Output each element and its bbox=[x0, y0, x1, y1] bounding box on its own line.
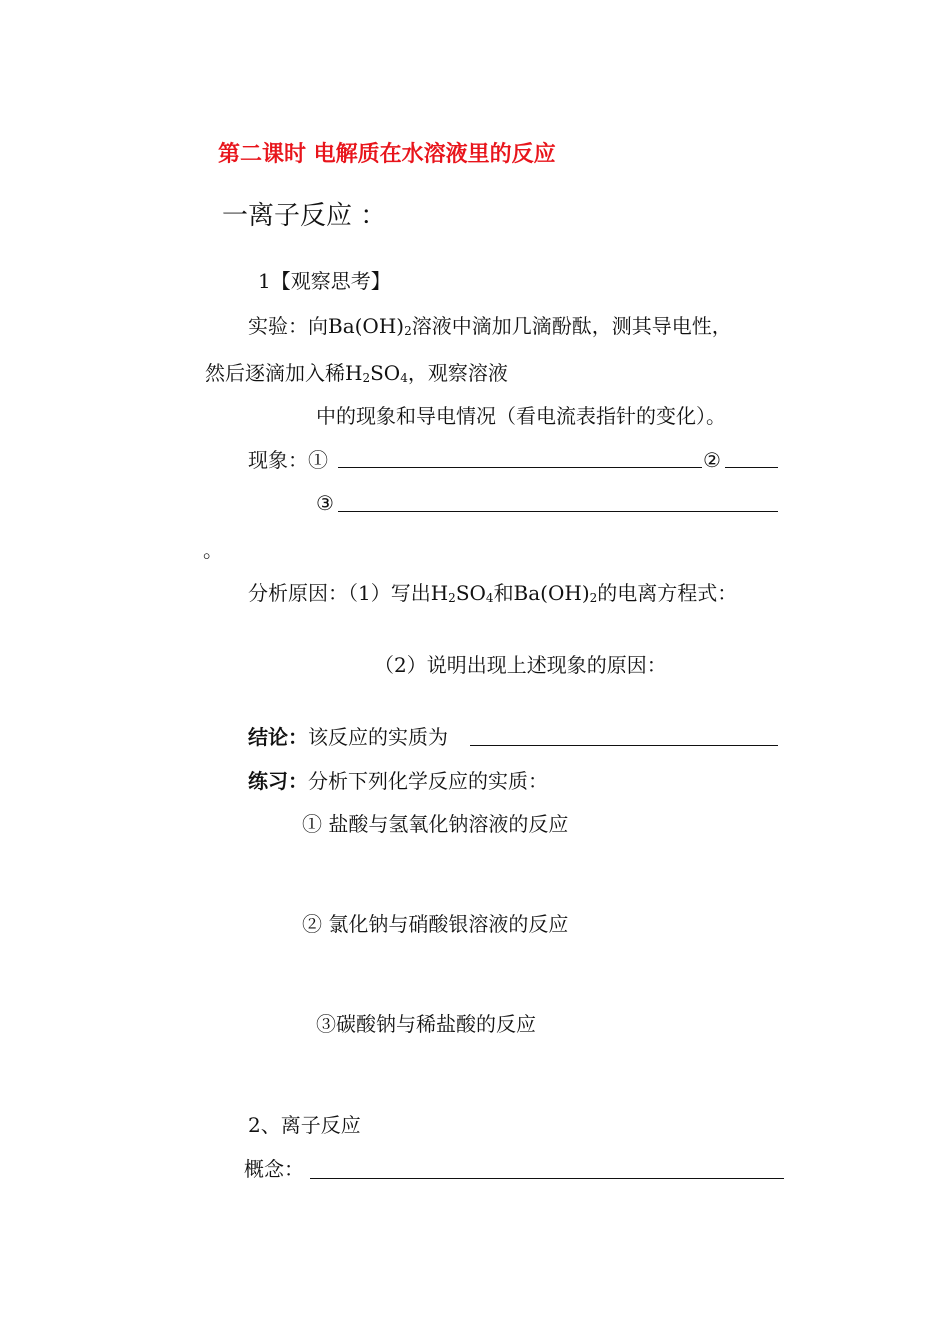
phenomenon-end-mark: 。 bbox=[203, 538, 223, 562]
analysis-line-1: 分析原因：（1）写出$H_2SO_4$和$Ba(OH)_2$的电离方程式： bbox=[248, 581, 738, 605]
practice-line bbox=[248, 768, 548, 794]
practice-label: 练习： bbox=[248, 769, 308, 793]
phenomenon-blank-2[interactable] bbox=[725, 467, 778, 468]
concept-blank[interactable] bbox=[310, 1178, 784, 1179]
experiment-line-1: 实验：向$Ba(OH)_2$溶液中滴加几滴酚酞，测其导电性， bbox=[248, 314, 732, 338]
section-heading-ionic-reaction: 一离子反应 ： bbox=[222, 201, 387, 231]
phenomenon-mark-2: ② bbox=[703, 448, 721, 472]
experiment-line-2: 然后逐滴加入稀$H_2SO_4$，观察溶液 bbox=[205, 361, 508, 385]
analysis-line-2: （2）说明出现上述现象的原因： bbox=[374, 653, 667, 677]
conclusion-text: 该反应的实质为 bbox=[308, 725, 448, 749]
concept-label: 概念： bbox=[244, 1157, 304, 1181]
phenomenon-mark-3: ③ bbox=[316, 491, 334, 515]
observe-think-label: 1【观察思考】 bbox=[258, 269, 391, 293]
experiment-line-3: 中的现象和导电情况（看电流表指针的变化）。 bbox=[316, 404, 726, 428]
phenomenon-blank-1[interactable] bbox=[338, 467, 702, 468]
practice-item-2: ② 氯化钠与硝酸银溶液的反应 bbox=[302, 912, 569, 936]
phenomenon-label: 现象：① bbox=[248, 448, 328, 472]
section-heading-2: 2、离子反应 bbox=[248, 1113, 361, 1137]
conclusion-blank[interactable] bbox=[470, 745, 778, 746]
practice-item-1: ① 盐酸与氢氧化钠溶液的反应 bbox=[302, 812, 569, 836]
conclusion-label: 结论： bbox=[248, 725, 308, 749]
conclusion-line bbox=[248, 724, 448, 750]
phenomenon-blank-3[interactable] bbox=[338, 511, 778, 512]
page-title: 第二课时 电解质在水溶液里的反应 bbox=[218, 142, 556, 167]
practice-item-3: ③碳酸钠与稀盐酸的反应 bbox=[316, 1012, 536, 1036]
practice-text: 分析下列化学反应的实质： bbox=[308, 769, 548, 793]
